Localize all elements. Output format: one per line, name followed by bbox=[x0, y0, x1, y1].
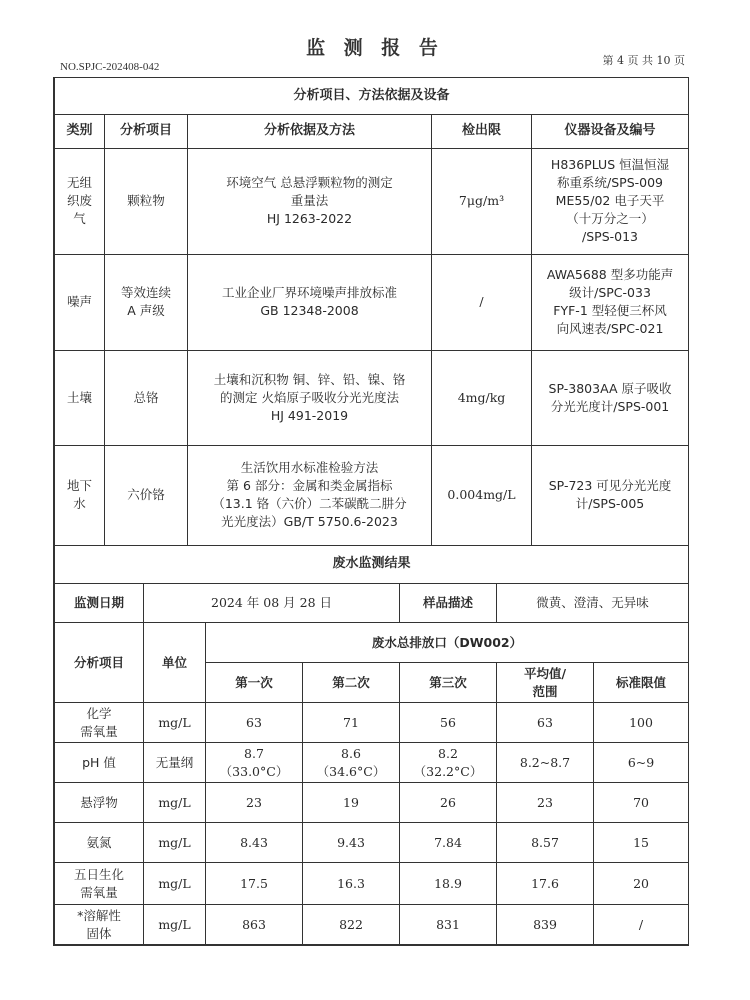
value-3-line: 18.9 bbox=[434, 875, 462, 891]
analysis-item-line: 五日生化 bbox=[73, 866, 124, 882]
method-line: 工业企业厂界环境噪声排放标准 bbox=[221, 285, 397, 300]
methods-row bbox=[55, 148, 689, 254]
method-line: GB 12348-2008 bbox=[260, 303, 359, 318]
methods-table bbox=[54, 78, 689, 546]
equipment-cell bbox=[532, 254, 689, 350]
unit-cell: mg/L bbox=[144, 823, 206, 863]
col-header-category: 类别 bbox=[55, 114, 105, 148]
method-cell bbox=[188, 254, 432, 350]
value-3-cell bbox=[400, 743, 497, 783]
average-cell: 8.2~8.7 bbox=[497, 743, 594, 783]
col-header-method: 分析依据及方法 bbox=[188, 114, 432, 148]
value-1-line: （33.0°C） bbox=[219, 763, 289, 779]
unit-cell: mg/L bbox=[144, 863, 206, 905]
equipment-line: AWA5688 型多功能声 bbox=[546, 267, 674, 282]
standard-limit-cell: / bbox=[594, 905, 689, 945]
date-value: 2024 年 08 月 28 日 bbox=[144, 584, 400, 623]
method-cell bbox=[188, 148, 432, 254]
analysis-item-line: 固体 bbox=[86, 925, 112, 941]
method-line: HJ 1263-2022 bbox=[266, 211, 353, 226]
standard-limit-cell: 20 bbox=[594, 863, 689, 905]
value-3-line: （32.2°C） bbox=[413, 763, 483, 779]
value-3-cell bbox=[400, 823, 497, 863]
value-1-line: 17.5 bbox=[240, 875, 268, 891]
methods-rows bbox=[55, 148, 689, 545]
value-3-line: 26 bbox=[440, 794, 456, 810]
outlet-header: 废水总排放口（DW002） bbox=[206, 623, 689, 663]
results-row bbox=[55, 905, 689, 945]
unit-cell: mg/L bbox=[144, 703, 206, 743]
average-cell: 63 bbox=[497, 703, 594, 743]
value-1-line: 863 bbox=[242, 916, 266, 932]
category-line: 地下 bbox=[66, 478, 92, 493]
methods-heading: 分析项目、方法依据及设备 bbox=[55, 78, 689, 114]
value-1-cell bbox=[206, 703, 303, 743]
item-line: 六价铬 bbox=[127, 487, 165, 502]
method-line: 重量法 bbox=[290, 193, 329, 208]
standard-limit-cell: 6~9 bbox=[594, 743, 689, 783]
value-2-cell bbox=[303, 823, 400, 863]
analysis-item-line: *溶解性 bbox=[77, 907, 121, 923]
value-2-line: 8.6 bbox=[341, 745, 361, 761]
method-cell bbox=[188, 350, 432, 445]
sub-header-1: 第一次 bbox=[206, 663, 303, 703]
value-1-line: 8.43 bbox=[240, 834, 268, 850]
value-2-cell bbox=[303, 905, 400, 945]
col-header-equipment: 仪器设备及编号 bbox=[532, 114, 689, 148]
results-heading: 废水监测结果 bbox=[55, 546, 689, 584]
average-cell: 839 bbox=[497, 905, 594, 945]
value-1-cell bbox=[206, 905, 303, 945]
analysis-item-line: pH 值 bbox=[82, 754, 116, 770]
equipment-line: 计/SPS-005 bbox=[575, 496, 645, 511]
equipment-line: 称重系统/SPS-009 bbox=[557, 175, 664, 190]
value-2-line: 71 bbox=[343, 714, 359, 730]
equipment-line: H836PLUS 恒温恒湿 bbox=[550, 157, 670, 172]
limit-cell: / bbox=[432, 254, 532, 350]
category-line: 土壤 bbox=[66, 389, 92, 405]
value-2-line: 16.3 bbox=[337, 875, 365, 891]
analysis-item-cell bbox=[55, 743, 144, 783]
value-3-cell bbox=[400, 905, 497, 945]
equipment-line: FYF-1 型轻便三杯风 bbox=[553, 303, 667, 318]
value-2-line: 822 bbox=[339, 916, 363, 932]
value-3-line: 8.2 bbox=[438, 745, 458, 761]
report-number: NO.SPJC-202408-042 bbox=[60, 61, 160, 73]
analysis-item-cell bbox=[55, 703, 144, 743]
page-indicator: 第 4 页 共 10 页 bbox=[602, 54, 685, 67]
equipment-line: 级计/SPC-033 bbox=[569, 285, 651, 300]
value-1-line: 63 bbox=[246, 714, 262, 730]
item-cell bbox=[105, 350, 188, 445]
unit-cell: mg/L bbox=[144, 783, 206, 823]
methods-row bbox=[55, 445, 689, 545]
unit-header: 单位 bbox=[144, 623, 206, 703]
value-1-cell bbox=[206, 783, 303, 823]
equipment-line: SP-3803AA 原子吸收 bbox=[548, 380, 672, 396]
limit-cell: 0.004mg/L bbox=[432, 445, 532, 545]
analysis-item-line: 化学 bbox=[86, 705, 112, 721]
col-header-item: 分析项目 bbox=[105, 114, 188, 148]
sub-header-3: 第三次 bbox=[400, 663, 497, 703]
analysis-item-line: 氨氮 bbox=[86, 834, 112, 850]
sub-header-4: 平均值/ 范围 bbox=[497, 663, 594, 703]
results-row bbox=[55, 743, 689, 783]
item-cell bbox=[105, 445, 188, 545]
value-1-cell bbox=[206, 823, 303, 863]
report-frame bbox=[53, 77, 689, 946]
value-3-line: 7.84 bbox=[434, 834, 462, 850]
value-2-line: （34.6°C） bbox=[316, 763, 386, 779]
col-header-limit: 检出限 bbox=[432, 114, 532, 148]
standard-limit-cell: 15 bbox=[594, 823, 689, 863]
equipment-cell bbox=[532, 350, 689, 445]
method-line: 光光度法）GB/T 5750.6-2023 bbox=[221, 514, 398, 529]
category-cell bbox=[55, 350, 105, 445]
results-row bbox=[55, 863, 689, 905]
item-cell bbox=[105, 254, 188, 350]
analysis-item-line: 悬浮物 bbox=[80, 794, 118, 810]
value-2-cell bbox=[303, 703, 400, 743]
category-line: 水 bbox=[73, 496, 86, 511]
analysis-item-line: 需氧量 bbox=[80, 723, 118, 739]
sub-header-2: 第二次 bbox=[303, 663, 400, 703]
results-row bbox=[55, 823, 689, 863]
value-1-line: 23 bbox=[246, 794, 262, 810]
category-line: 气 bbox=[73, 211, 86, 226]
method-line: 环境空气 总悬浮颗粒物的测定 bbox=[226, 175, 393, 190]
analysis-item-cell bbox=[55, 905, 144, 945]
value-3-cell bbox=[400, 703, 497, 743]
unit-cell: 无量纲 bbox=[144, 743, 206, 783]
value-1-cell bbox=[206, 743, 303, 783]
category-line: 织废 bbox=[66, 193, 92, 208]
category-line: 无组 bbox=[66, 175, 92, 190]
equipment-line: 分光光度计/SPS-001 bbox=[550, 398, 670, 414]
item-line: A 声级 bbox=[127, 303, 165, 318]
analysis-item-line: 需氧量 bbox=[80, 884, 118, 900]
standard-limit-cell: 100 bbox=[594, 703, 689, 743]
standard-limit-cell: 70 bbox=[594, 783, 689, 823]
sample-value: 微黄、澄清、无异味 bbox=[497, 584, 689, 623]
item-header: 分析项目 bbox=[55, 623, 144, 703]
methods-row bbox=[55, 254, 689, 350]
equipment-line: /SPS-013 bbox=[582, 229, 639, 244]
analysis-item-cell bbox=[55, 863, 144, 905]
date-label: 监测日期 bbox=[55, 584, 144, 623]
average-cell: 8.57 bbox=[497, 823, 594, 863]
value-2-cell bbox=[303, 743, 400, 783]
limit-cell: 7μg/m³ bbox=[432, 148, 532, 254]
equipment-line: 向风速表/SPC-021 bbox=[556, 321, 664, 336]
report-title: 监 测 报 告 bbox=[306, 37, 444, 59]
value-1-cell bbox=[206, 863, 303, 905]
value-1-line: 8.7 bbox=[244, 745, 264, 761]
category-line: 噪声 bbox=[66, 294, 92, 309]
analysis-item-cell bbox=[55, 823, 144, 863]
results-row bbox=[55, 783, 689, 823]
method-line: HJ 491-2019 bbox=[270, 407, 349, 423]
method-line: （13.1 铬（六价）二苯碳酰二肼分 bbox=[212, 496, 407, 511]
item-line: 颗粒物 bbox=[127, 193, 165, 208]
item-line: 等效连续 bbox=[120, 285, 171, 300]
value-3-cell bbox=[400, 783, 497, 823]
equipment-line: （十万分之一） bbox=[566, 211, 654, 226]
category-cell bbox=[55, 254, 105, 350]
value-2-line: 9.43 bbox=[337, 834, 365, 850]
sample-label: 样品描述 bbox=[400, 584, 497, 623]
analysis-item-cell bbox=[55, 783, 144, 823]
item-line: 总铬 bbox=[133, 389, 159, 405]
average-cell: 17.6 bbox=[497, 863, 594, 905]
category-cell bbox=[55, 445, 105, 545]
equipment-cell bbox=[532, 148, 689, 254]
value-3-line: 56 bbox=[440, 714, 456, 730]
method-line: 的测定 火焰原子吸收分光光度法 bbox=[220, 389, 399, 405]
method-cell bbox=[188, 445, 432, 545]
equipment-line: ME55/02 电子天平 bbox=[555, 193, 665, 208]
value-2-line: 19 bbox=[343, 794, 359, 810]
results-row bbox=[55, 703, 689, 743]
value-3-line: 831 bbox=[436, 916, 460, 932]
sub-header-5: 标准限值 bbox=[594, 663, 689, 703]
method-line: 生活饮用水标准检验方法 bbox=[240, 460, 379, 475]
value-2-cell bbox=[303, 863, 400, 905]
value-2-cell bbox=[303, 783, 400, 823]
unit-cell: mg/L bbox=[144, 905, 206, 945]
results-rows bbox=[55, 703, 689, 945]
equipment-line: SP-723 可见分光光度 bbox=[548, 478, 672, 493]
method-line: 土壤和沉积物 铜、锌、铅、镍、铬 bbox=[213, 371, 406, 387]
method-line: 第 6 部分：金属和类金属指标 bbox=[226, 478, 393, 493]
value-3-cell bbox=[400, 863, 497, 905]
limit-cell: 4mg/kg bbox=[432, 350, 532, 445]
equipment-cell bbox=[532, 445, 689, 545]
methods-row bbox=[55, 350, 689, 445]
results-table bbox=[54, 546, 689, 946]
category-cell bbox=[55, 148, 105, 254]
average-cell: 23 bbox=[497, 783, 594, 823]
item-cell bbox=[105, 148, 188, 254]
